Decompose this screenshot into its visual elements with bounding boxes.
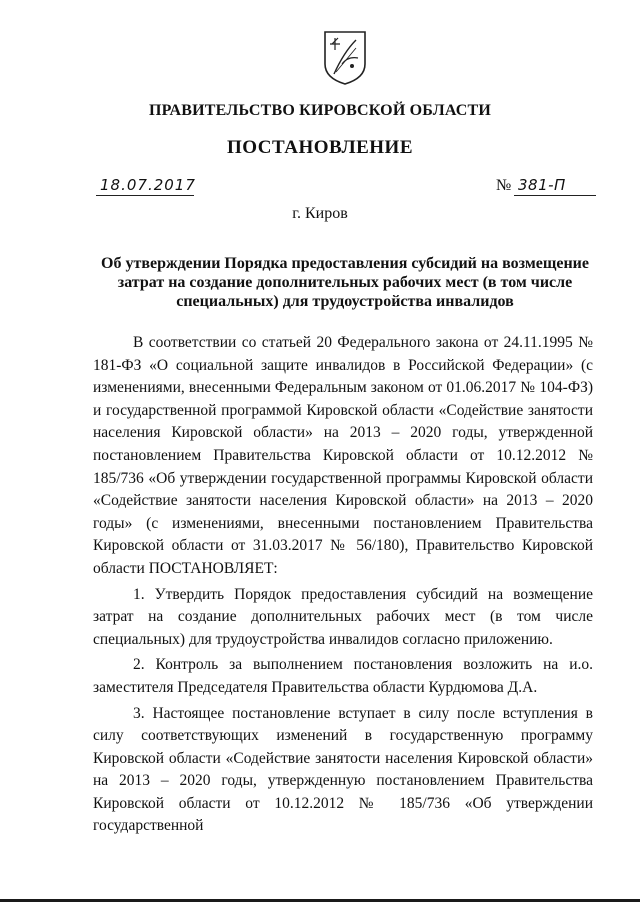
- paragraph-item-3: 3. Настоящее постановление вступает в силу после вступления в силу соответствующих изменений в государственную программу Кировской области «Содействие занятости населения Кировской области» на 2013 – 2020 годы, утвержденную постановлением Правительства Кировской области от 10.12.2012 № 185/736 «Об утверждении государственной: [93, 704, 593, 835]
- paragraph-preamble: В соответствии со статьей 20 Федерального закона от 24.11.1995 № 181-ФЗ «О социальной защите инвалидов в Российской Федерации» (с изменениями, внесенными Федеральным законом от 01.06.2017 № 104-ФЗ) и государственной программой Кировской области «Содействие занятости населения Кировской области» на 2013 – 2020 годы, утвержденной постановлением Правительства Кировской области от 10.12.2012 № 185/736 «Об утверждении государственной программы Кировской области «Содействие занятости населения Кировской области» на 2013 – 2020 годы» (с изменениями, внесенными постановлением Правительства Кировской области от 31.03.2017 № 56/180), Правительство Кировской области ПОСТАНОВЛЯЕТ:: [93, 334, 593, 577]
- document-number: 381-П: [518, 176, 566, 194]
- bottom-edge-rule: [0, 899, 640, 902]
- paragraph-item-2: 2. Контроль за выполнением постановления возложить на и.о. заместителя Председателя Правительства области Курдюмова Д.А.: [93, 656, 593, 696]
- paragraph-item-1: 1. Утвердить Порядок предоставления субсидий на возмещение затрат на создание дополнительных рабочих мест (в том числе специальных) для трудоустройства инвалидов согласно приложению.: [93, 585, 593, 648]
- date-underline: [96, 195, 194, 196]
- number-underline: [514, 195, 596, 196]
- document-type: ПОСТАНОВЛЕНИЕ: [226, 137, 414, 158]
- document-body: [93, 332, 593, 841]
- kirov-coat-of-arms-icon: [322, 30, 368, 86]
- organization-name: ПРАВИТЕЛЬСТВО КИРОВСКОЙ ОБЛАСТИ: [148, 102, 492, 119]
- document-date: 18.07.2017: [100, 176, 196, 194]
- city: г. Киров: [292, 205, 348, 222]
- number-label: №: [496, 177, 512, 194]
- document-title: Об утверждении Порядка предоставления субсидий на возмещение затрат на создание дополнительных рабочих мест (в том числе специальных) для трудоустройства инвалидов: [101, 255, 589, 310]
